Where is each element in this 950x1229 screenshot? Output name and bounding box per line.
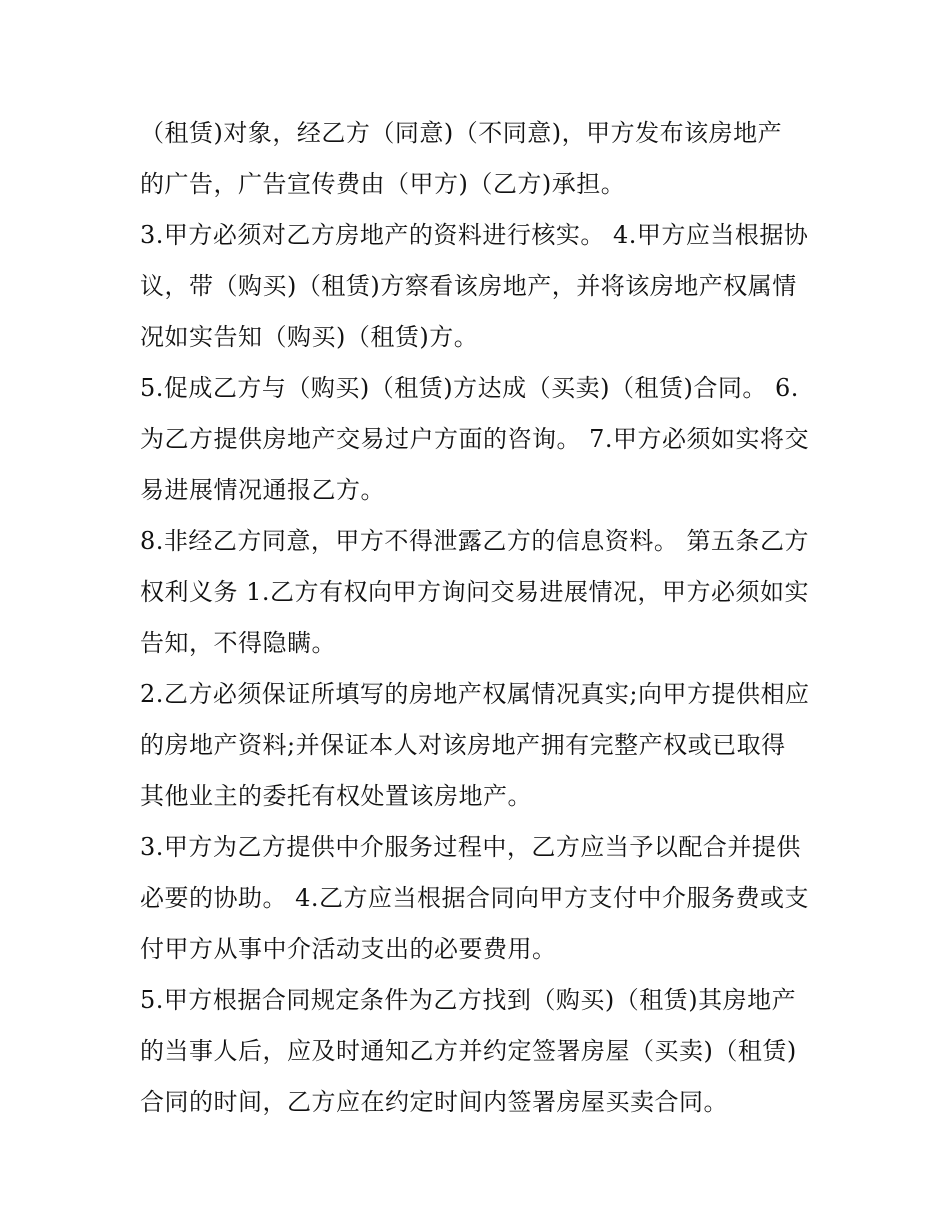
text-line: 的房地产资料;并保证本人对该房地产拥有完整产权或已取得 bbox=[140, 731, 786, 759]
text-line: 5.促成乙方与（购买)（租赁)方达成（买卖)（租赁)合同。 6. bbox=[140, 374, 799, 402]
text-line: 告知，不得隐瞒。 bbox=[140, 629, 336, 657]
text-line: （租赁)对象，经乙方（同意)（不同意)，甲方发布该房地产 bbox=[140, 119, 783, 147]
text-line: 3.甲方为乙方提供中介服务过程中，乙方应当予以配合并提供 bbox=[140, 833, 801, 861]
text-line: 权利义务 1.乙方有权向甲方询问交易进展情况，甲方必须如实 bbox=[140, 578, 810, 606]
text-line: 其他业主的委托有权处置该房地产。 bbox=[140, 782, 532, 810]
text-line: 合同的时间，乙方应在约定时间内签署房屋买卖合同。 bbox=[140, 1088, 728, 1116]
contract-text-body bbox=[140, 108, 820, 1128]
text-line: 的广告，广告宣传费由（甲方)（乙方)承担。 bbox=[140, 170, 626, 198]
text-line: 况如实告知（购买)（租赁)方。 bbox=[140, 323, 479, 351]
text-line: 付甲方从事中介活动支出的必要费用。 bbox=[140, 935, 557, 963]
text-line: 议，带（购买)（租赁)方察看该房地产，并将该房地产权属情 bbox=[140, 272, 797, 300]
text-line: 易进展情况通报乙方。 bbox=[140, 476, 385, 504]
text-line: 5.甲方根据合同规定条件为乙方找到（购买)（租赁)其房地产 bbox=[140, 986, 797, 1014]
text-line: 3.甲方必须对乙方房地产的资料进行核实。 4.甲方应当根据协 bbox=[140, 221, 809, 249]
text-line: 为乙方提供房地产交易过户方面的咨询。 7.甲方必须如实将交 bbox=[140, 425, 810, 453]
text-line: 必要的协助。 4.乙方应当根据合同向甲方支付中介服务费或支 bbox=[140, 884, 810, 912]
text-line: 2.乙方必须保证所填写的房地产权属情况真实;向甲方提供相应 bbox=[140, 680, 810, 708]
text-line: 8.非经乙方同意，甲方不得泄露乙方的信息资料。 第五条乙方 bbox=[140, 527, 810, 555]
text-line: 的当事人后，应及时通知乙方并约定签署房屋（买卖)（租赁) bbox=[140, 1037, 797, 1065]
